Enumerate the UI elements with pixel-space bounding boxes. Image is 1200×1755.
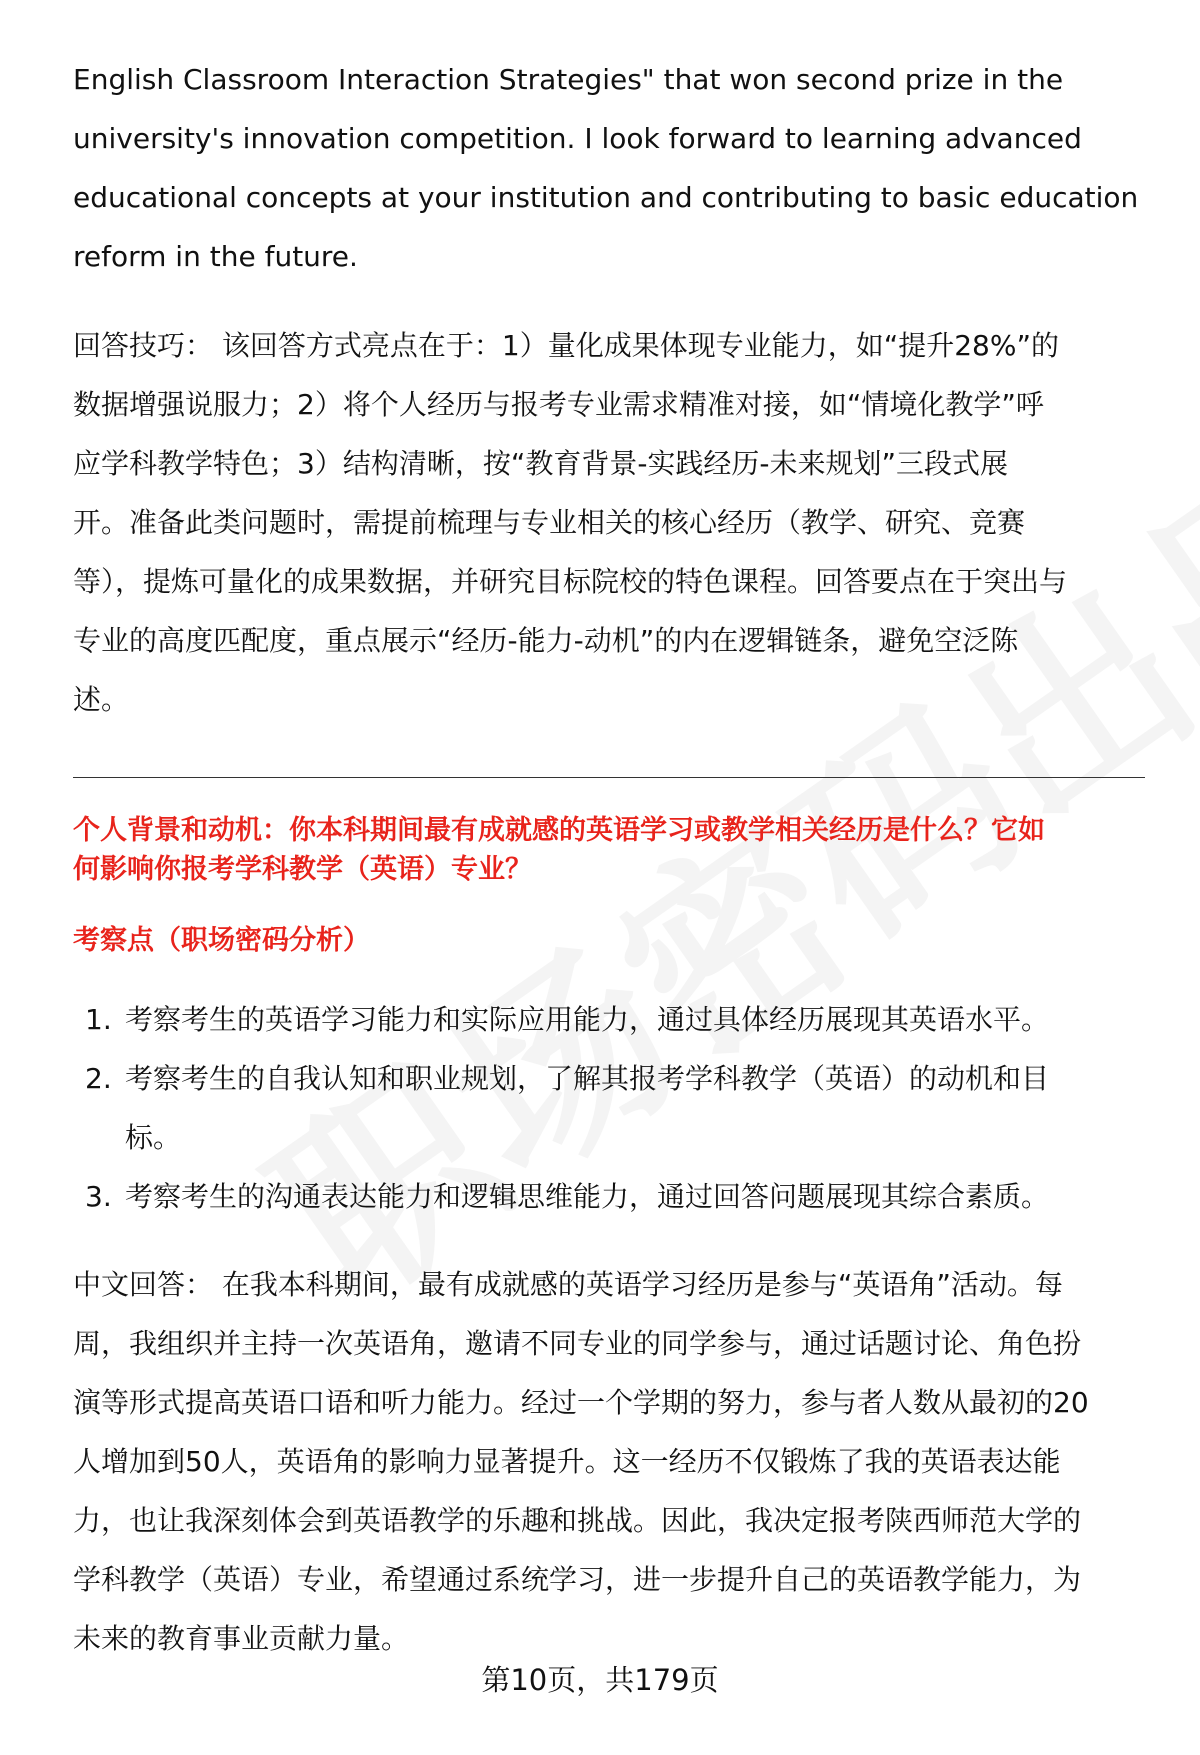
list-item bbox=[73, 990, 1153, 1049]
text-line: English Classroom Interaction Strategies" that won second prize in the bbox=[73, 63, 1064, 96]
text-line: 周，我组织并主持一次英语角，邀请不同专业的同学参与，通过话题讨论、角色扮 bbox=[73, 1327, 1082, 1360]
chinese-answer bbox=[73, 1255, 1153, 1668]
text-line: 数据增强说服力；2）将个人经历与报考专业需求精准对接，如“情境化教学”呼 bbox=[73, 388, 1044, 421]
text-line: 何影响你报考学科教学（英语）专业？ bbox=[73, 854, 532, 885]
text-line: 应学科教学特色；3）结构清晰，按“教育背景-实践经历-未来规划”三段式展 bbox=[73, 447, 1009, 480]
text-line: reform in the future. bbox=[73, 240, 358, 273]
answer-tips bbox=[73, 316, 1153, 729]
text-line: 个人背景和动机：你本科期间最有成就感的英语学习或教学相关经历是什么？它如 bbox=[73, 815, 1045, 846]
english-answer-tail bbox=[73, 50, 1153, 286]
text-line: 专业的高度匹配度，重点展示“经历-能力-动机”的内在逻辑链条，避免空泛陈 bbox=[73, 624, 1019, 657]
text-line: 考察考生的沟通表达能力和逻辑思维能力，通过回答问题展现其综合素质。 bbox=[125, 1180, 1050, 1213]
text-line: university's innovation competition. I look forward to learning advanced bbox=[73, 122, 1082, 155]
text-line: educational concepts at your institution and contributing to basic education bbox=[73, 181, 1139, 214]
text-line: 演等形式提高英语口语和听力能力。经过一个学期的努力，参与者人数从最初的20 bbox=[73, 1386, 1089, 1419]
text-line: 标。 bbox=[125, 1121, 182, 1154]
list-item bbox=[73, 1049, 1153, 1167]
text-line: 考察考生的英语学习能力和实际应用能力，通过具体经历展现其英语水平。 bbox=[125, 1003, 1050, 1036]
text-line: 考察点（职场密码分析） bbox=[73, 925, 370, 956]
text-line: 未来的教育事业贡献力量。 bbox=[73, 1622, 410, 1655]
text-line: 人增加到50人，英语角的影响力显著提升。这一经历不仅锻炼了我的英语表达能 bbox=[73, 1445, 1061, 1478]
list-number: 2. bbox=[85, 1062, 112, 1095]
question-heading bbox=[73, 811, 1153, 889]
text-line: 力，也让我深刻体会到英语教学的乐趣和挑战。因此，我决定报考陕西师范大学的 bbox=[73, 1504, 1082, 1537]
focus-list bbox=[73, 990, 1153, 1226]
text-line: 学科教学（英语）专业，希望通过系统学习，进一步提升自己的英语教学能力，为 bbox=[73, 1563, 1082, 1596]
text-line: 考察考生的自我认知和职业规划，了解其报考学科教学（英语）的动机和目 bbox=[125, 1062, 1050, 1095]
text-line: 中文回答： 在我本科期间，最有成就感的英语学习经历是参与“英语角”活动。每 bbox=[73, 1268, 1063, 1301]
page-number: 第10页，共179页 bbox=[481, 1663, 719, 1697]
list-number: 3. bbox=[85, 1180, 112, 1213]
text-line: 开。准备此类问题时，需提前梳理与专业相关的核心经历（教学、研究、竞赛 bbox=[73, 506, 1026, 539]
text-line: 回答技巧： 该回答方式亮点在于：1）量化成果体现专业能力，如“提升28%”的 bbox=[73, 329, 1059, 362]
text-line: 述。 bbox=[73, 683, 130, 716]
list-item bbox=[73, 1167, 1153, 1226]
divider bbox=[73, 777, 1145, 778]
text-line: 等），提炼可量化的成果数据，并研究目标院校的特色课程。回答要点在于突出与 bbox=[73, 565, 1068, 598]
list-number: 1. bbox=[85, 1003, 112, 1036]
focus-title bbox=[73, 921, 1153, 960]
